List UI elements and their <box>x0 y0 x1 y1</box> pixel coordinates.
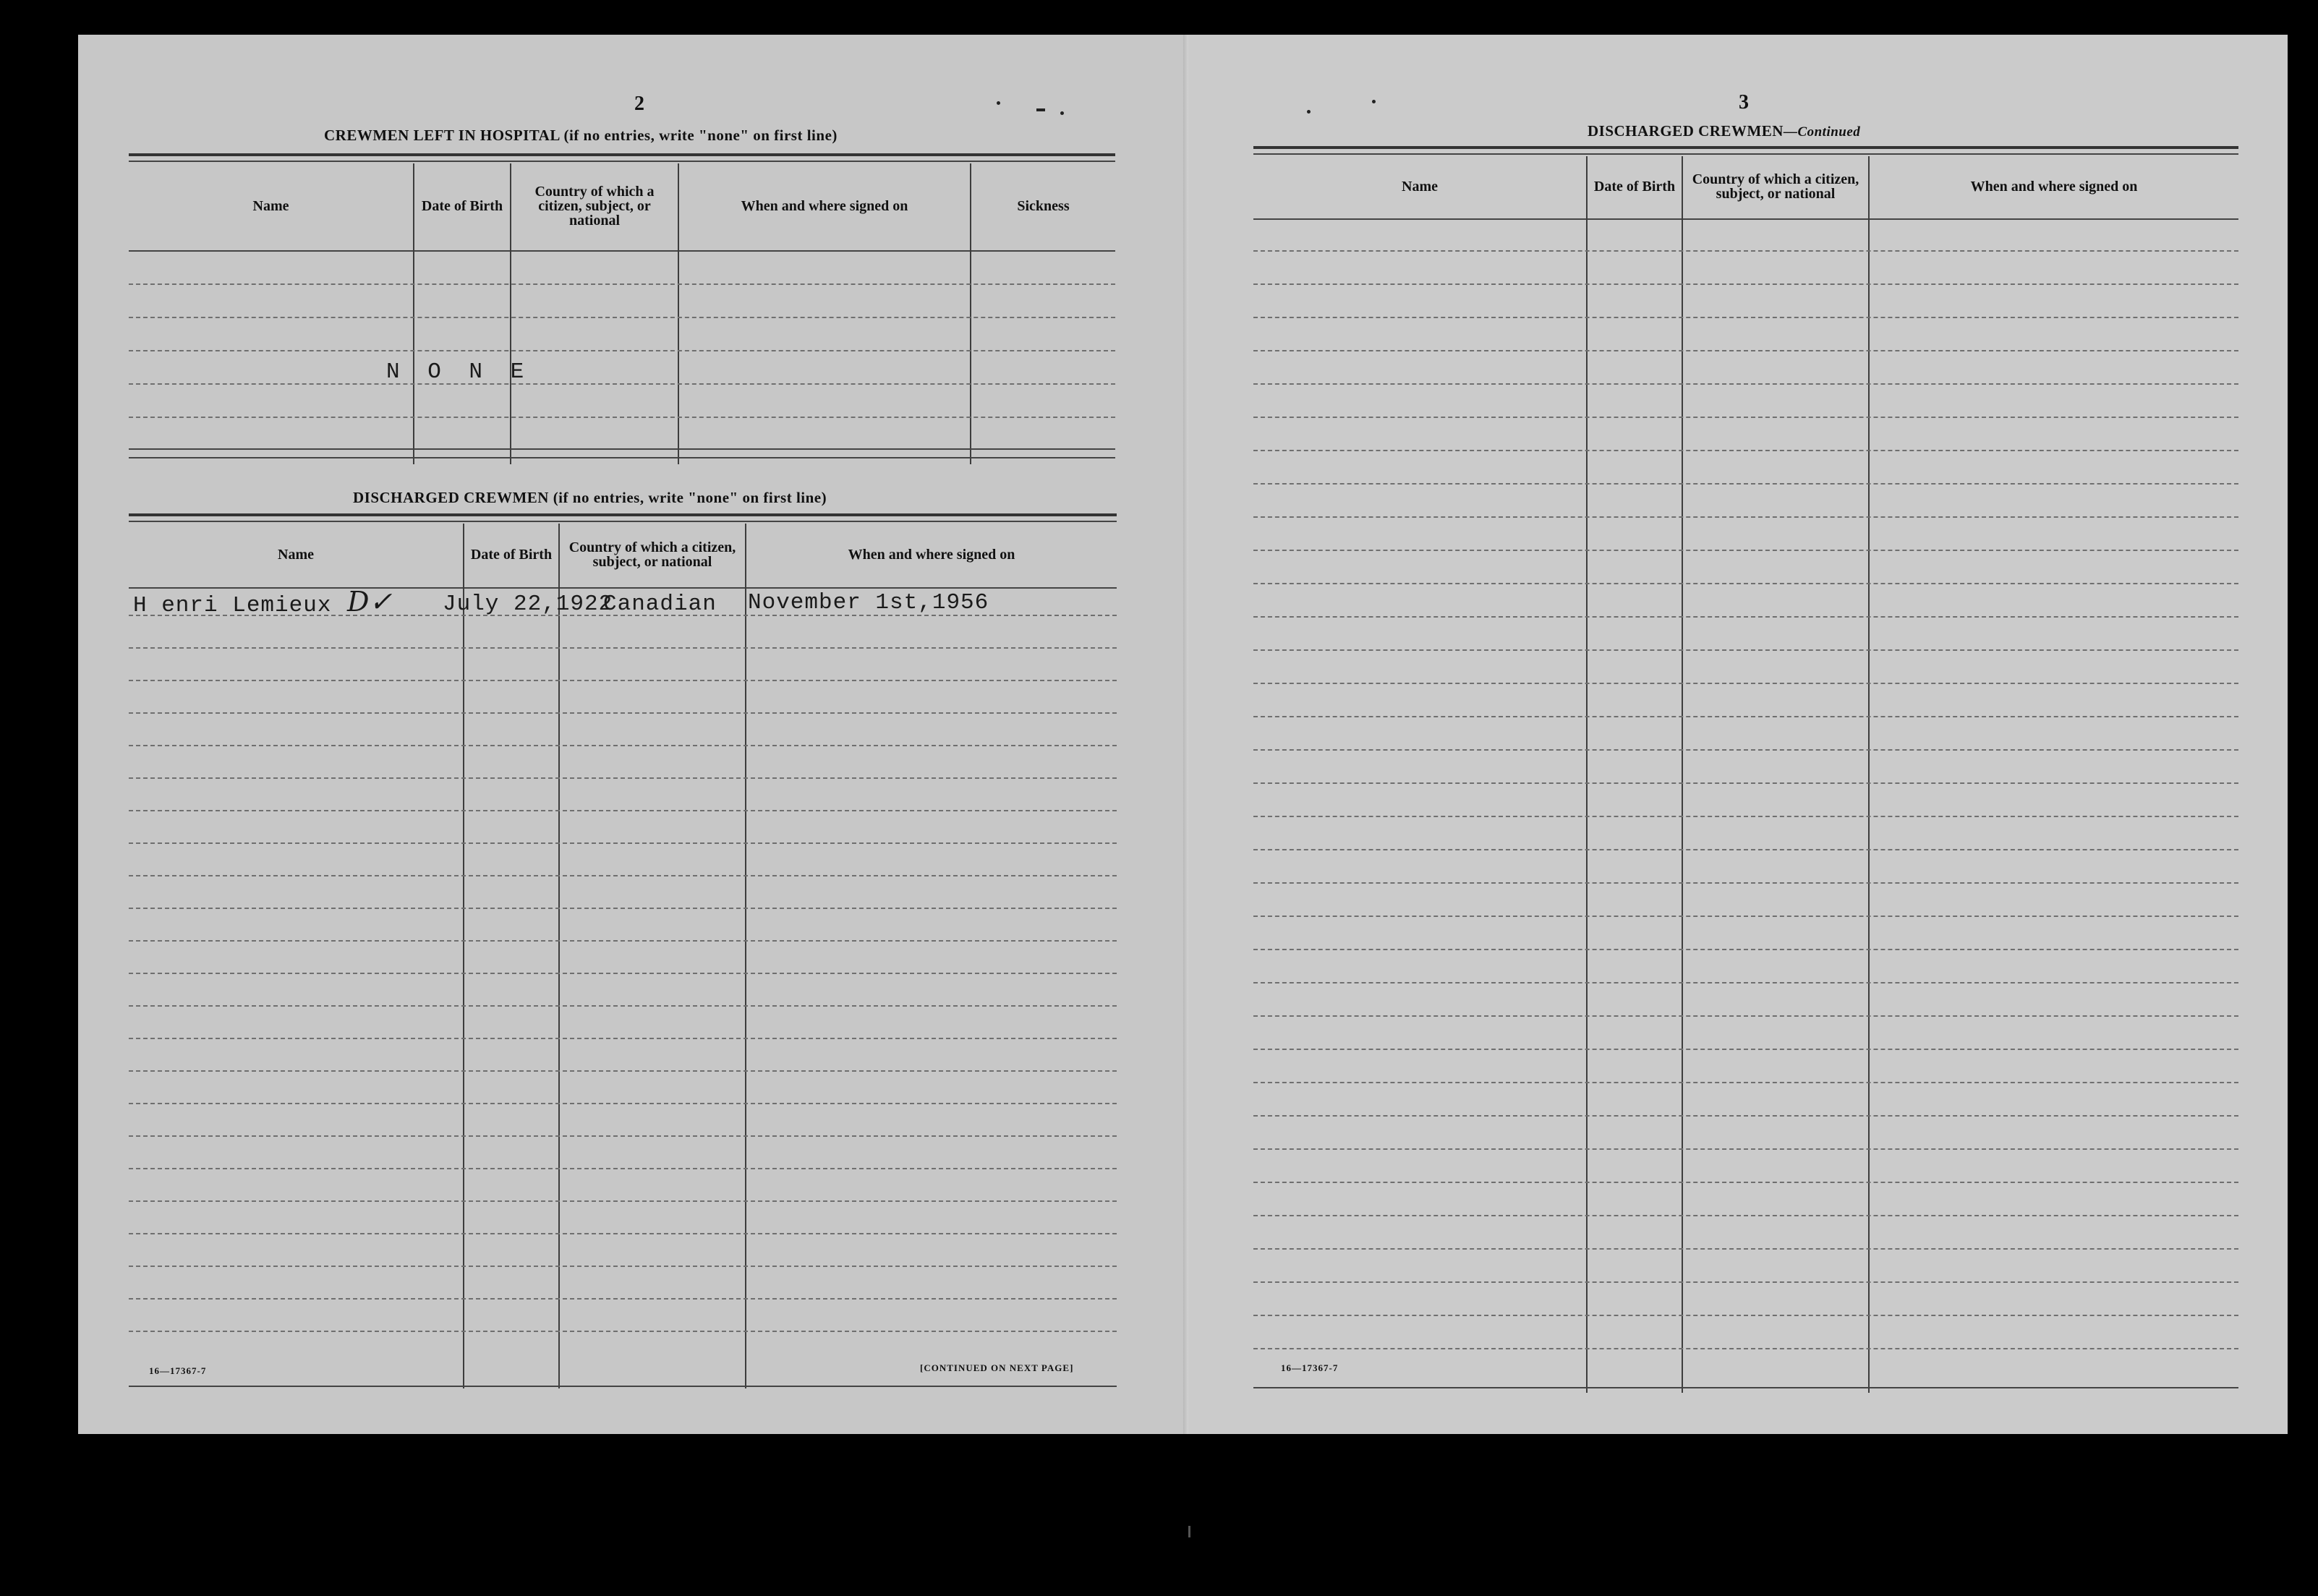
row-line <box>1253 250 2238 252</box>
row-line <box>129 810 1117 811</box>
row-line <box>129 973 1117 974</box>
ink-speck <box>1036 108 1045 111</box>
row-line <box>129 317 1115 318</box>
continued-title-suffix: —Continued <box>1783 124 1861 140</box>
row-line <box>129 417 1115 418</box>
row-line <box>1253 616 2238 618</box>
row-line <box>1253 1248 2238 1250</box>
row-line <box>1253 882 2238 884</box>
col-header-name: Name <box>252 198 289 214</box>
discharged-title-text: DISCHARGED CREWMEN <box>353 489 549 506</box>
scan-artifact <box>1188 1526 1190 1537</box>
row-line <box>129 1135 1117 1137</box>
discharged-section-title <box>353 489 827 507</box>
header-bottom-rule <box>129 250 1115 252</box>
row-line <box>129 680 1117 681</box>
row-line <box>1253 1281 2238 1283</box>
discharged-table <box>129 513 1117 1388</box>
col-header-signed-on: When and where signed on <box>741 198 908 214</box>
table-bottom-rule <box>129 457 1115 458</box>
row-line <box>129 1038 1117 1039</box>
row-line <box>129 350 1115 351</box>
row-line <box>1253 849 2238 850</box>
col-header-sickness: Sickness <box>1017 198 1070 214</box>
continued-note: [CONTINUED ON NEXT PAGE] <box>920 1362 1074 1373</box>
row-line <box>1253 1315 2238 1316</box>
row-line <box>1253 417 2238 418</box>
row-line <box>129 383 1115 385</box>
form-number: 16—17367-7 <box>149 1365 207 1376</box>
col-header-signed-on: When and where signed on <box>1970 179 2138 195</box>
discharged-title-note: (if no entries, write "none" on first line) <box>553 489 827 506</box>
row-line <box>129 777 1117 779</box>
row-line <box>129 1266 1117 1267</box>
row-line <box>1253 483 2238 485</box>
row-line <box>1253 1082 2238 1083</box>
row-line <box>1253 816 2238 817</box>
row-line <box>1253 1182 2238 1183</box>
table-bottom-rule <box>1253 1387 2238 1388</box>
table-top-rule-inner <box>129 161 1115 162</box>
column-divider <box>1868 156 1870 1393</box>
header-bottom-rule <box>129 587 1117 589</box>
hospital-title-text: CREWMEN LEFT IN HOSPITAL <box>324 127 560 144</box>
column-divider <box>1682 156 1683 1393</box>
handwritten-check-mark: D✓ <box>347 586 393 618</box>
row-line <box>129 908 1117 909</box>
crewman-name: H enri Lemieux <box>133 593 332 618</box>
table-bottom-rule <box>129 1386 1117 1387</box>
row-line <box>1253 683 2238 684</box>
table-top-rule <box>129 153 1115 156</box>
ink-speck <box>1060 111 1064 115</box>
row-line <box>1253 1348 2238 1349</box>
row-line <box>1253 550 2238 551</box>
column-divider <box>413 163 414 464</box>
crewman-country: Canadian <box>603 592 717 617</box>
column-divider <box>558 524 560 1388</box>
col-header-date-of-birth: Date of Birth <box>470 547 553 563</box>
row-line <box>129 1070 1117 1072</box>
table-top-rule-inner <box>1253 153 2238 155</box>
continued-title-text: DISCHARGED CREWMEN <box>1588 122 1784 140</box>
row-line <box>129 1200 1117 1202</box>
row-line <box>1253 583 2238 584</box>
row-line <box>1253 782 2238 784</box>
row-line <box>129 1005 1117 1007</box>
row-line <box>1253 516 2238 518</box>
row-line <box>129 1168 1117 1169</box>
page-number-2: 2 <box>634 93 644 115</box>
table-top-rule-inner <box>129 521 1117 522</box>
row-line <box>129 842 1117 844</box>
right-page <box>1188 35 2288 1434</box>
row-line <box>1253 317 2238 318</box>
row-line <box>1253 1115 2238 1117</box>
row-line <box>129 1103 1117 1104</box>
column-divider <box>1586 156 1588 1393</box>
table-bottom-rule <box>129 448 1115 450</box>
column-divider <box>970 163 971 464</box>
row-line <box>1253 649 2238 651</box>
col-header-date-of-birth: Date of Birth <box>1593 179 1676 195</box>
col-header-country: Country of which a citizen, subject, or national <box>1692 171 1859 202</box>
table-top-rule <box>1253 146 2238 149</box>
table-top-rule <box>129 513 1117 516</box>
ink-speck <box>997 101 1000 105</box>
hospital-entry-none: N O N E <box>386 359 532 385</box>
row-line <box>1253 383 2238 385</box>
crewman-date-of-birth: July 22,1922 <box>443 592 613 617</box>
row-line <box>129 745 1117 746</box>
row-line <box>1253 916 2238 917</box>
left-page <box>78 35 1188 1434</box>
row-line <box>129 647 1117 649</box>
col-header-name: Name <box>278 547 314 563</box>
row-line <box>1253 283 2238 285</box>
hospital-title-note: (if no entries, write "none" on first line) <box>563 127 838 144</box>
form-number: 16—17367-7 <box>1281 1362 1339 1373</box>
page-number-3: 3 <box>1739 91 1749 114</box>
row-line <box>129 283 1115 285</box>
col-header-name: Name <box>1402 179 1438 195</box>
ink-speck <box>1307 110 1311 114</box>
col-header-signed-on: When and where signed on <box>848 547 1015 563</box>
column-divider <box>745 524 746 1388</box>
row-line <box>1253 1049 2238 1050</box>
hospital-table <box>129 153 1115 464</box>
hospital-section-title <box>324 127 838 145</box>
crewman-signed-on: November 1st,1956 <box>748 590 989 615</box>
row-line <box>129 875 1117 876</box>
row-line <box>1253 350 2238 351</box>
row-line <box>129 1233 1117 1234</box>
col-header-country: Country of which a citizen, subject, or national <box>534 184 655 229</box>
row-line <box>129 1331 1117 1332</box>
row-line <box>129 940 1117 942</box>
row-line <box>1253 716 2238 717</box>
discharged-continued-table <box>1253 146 2238 1390</box>
row-line <box>1253 450 2238 451</box>
column-divider <box>463 524 464 1388</box>
column-divider <box>678 163 679 464</box>
row-line <box>1253 1015 2238 1017</box>
row-line <box>1253 1148 2238 1150</box>
column-divider <box>510 163 511 464</box>
discharged-continued-title <box>1588 122 1860 140</box>
ink-speck <box>1372 100 1376 103</box>
col-header-country: Country of which a citizen, subject, or national <box>568 539 736 570</box>
row-line <box>1253 749 2238 751</box>
row-line <box>129 1298 1117 1300</box>
row-line <box>1253 949 2238 950</box>
col-header-date-of-birth: Date of Birth <box>421 198 503 214</box>
row-line <box>1253 982 2238 983</box>
row-line <box>129 712 1117 714</box>
header-bottom-rule <box>1253 218 2238 220</box>
row-line <box>1253 1215 2238 1216</box>
